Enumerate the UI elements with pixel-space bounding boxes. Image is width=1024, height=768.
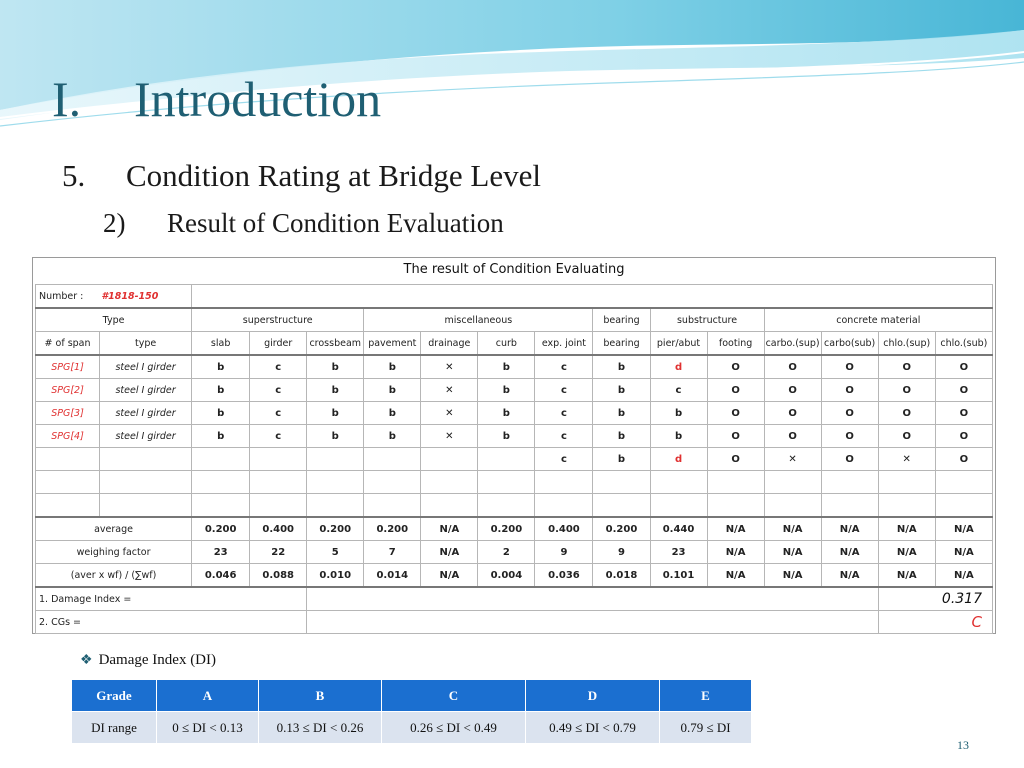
group-concrete-material: concrete material (764, 308, 992, 332)
group-type: Type (36, 308, 192, 332)
column-header: chlo.(sup) (878, 332, 935, 356)
group-bearing: bearing (593, 308, 650, 332)
result-table (35, 284, 993, 634)
cgs-result-row (36, 611, 993, 634)
weighing-label: weighing factor (36, 541, 192, 564)
span-id: SPG[4] (36, 425, 100, 448)
grade-range-row: DI range 0 ≤ DI < 0.13 0.13 ≤ DI < 0.26 0.26 ≤ DI < 0.49 0.49 ≤ DI < 0.79 0.79 ≤ DI (72, 712, 752, 744)
result-title: The result of Condition Evaluating (403, 262, 625, 277)
column-header: pier/abut (650, 332, 707, 356)
page-number: 13 (957, 738, 969, 752)
number-value: #1818-150 (101, 290, 159, 302)
number-label: Number : (39, 290, 84, 302)
title-number: I. (52, 71, 82, 127)
average-label: average (36, 517, 192, 541)
damage-index-result-row (36, 587, 993, 611)
damage-index-heading (80, 652, 216, 669)
slide-title (52, 70, 381, 128)
column-header: crossbeam (307, 332, 364, 356)
damage-index-value: 0.317 (878, 587, 992, 611)
title-text: Introduction (134, 71, 382, 127)
subsection-heading (103, 208, 504, 239)
span-row: SPG[3] steel I girder b c b b ✕ b c b b O O O O O (36, 402, 993, 425)
empty-row (36, 494, 993, 518)
column-header: curb (478, 332, 535, 356)
column-header: chlo.(sub) (935, 332, 992, 356)
average-row: average 0.200 0.400 0.200 0.200 N/A 0.200 0.400 0.200 0.440 N/A N/A N/A N/A N/A (36, 517, 993, 541)
product-row: (aver x wf) / (∑wf) 0.046 0.088 0.010 0.014 N/A 0.004 0.036 0.018 0.101 N/A N/A N/A N/A N/A (36, 564, 993, 588)
column-header: bearing (593, 332, 650, 356)
group-substructure: substructure (650, 308, 764, 332)
subsection-text: Result of Condition Evaluation (167, 208, 504, 238)
column-header: # of span (36, 332, 100, 356)
column-header: pavement (364, 332, 421, 356)
span-type: steel I girder (100, 425, 192, 448)
number-row (36, 285, 993, 309)
column-header: girder (250, 332, 307, 356)
empty-row (36, 471, 993, 494)
grade-header-row: Grade A B C D E (72, 680, 752, 712)
product-label: (aver x wf) / (∑wf) (36, 564, 192, 588)
span-id: SPG[3] (36, 402, 100, 425)
diamond-bullet-icon: ❖ (80, 653, 93, 668)
span-id: SPG[1] (36, 355, 100, 379)
span-row: SPG[1] steel I girder b c b b ✕ b c b d O O O O O (36, 355, 993, 379)
section-number: 5. (62, 158, 86, 193)
column-header-row (36, 332, 993, 356)
group-miscellaneous: miscellaneous (364, 308, 593, 332)
column-header: drainage (421, 332, 478, 356)
column-header: type (100, 332, 192, 356)
span-type: steel I girder (100, 402, 192, 425)
damage-index-label: 1. Damage Index = (36, 587, 307, 611)
column-header: carbo(sub) (821, 332, 878, 356)
column-header: exp. joint (535, 332, 593, 356)
condition-result-sheet (32, 257, 996, 634)
column-header: slab (192, 332, 250, 356)
grade-table (71, 679, 752, 744)
span-row: SPG[4] steel I girder b c b b ✕ b c b b O O O O O (36, 425, 993, 448)
section-heading (62, 158, 541, 194)
cgs-value: C (878, 611, 992, 634)
group-superstructure: superstructure (192, 308, 364, 332)
subsection-number: 2) (103, 208, 126, 238)
number-cell (36, 285, 192, 309)
span-type: steel I girder (100, 355, 192, 379)
cgs-label: 2. CGs = (36, 611, 307, 634)
section-text: Condition Rating at Bridge Level (126, 158, 541, 193)
span-row: SPG[2] steel I girder b c b b ✕ b c b c O O O O O (36, 379, 993, 402)
span-id: SPG[2] (36, 379, 100, 402)
span-type: steel I girder (100, 379, 192, 402)
damage-index-heading-text: Damage Index (DI) (98, 652, 217, 668)
group-header-row (36, 308, 993, 332)
column-header: footing (707, 332, 764, 356)
column-header: carbo.(sup) (764, 332, 821, 356)
weighing-row: weighing factor 23 22 5 7 N/A 2 9 9 23 N/A N/A N/A N/A N/A (36, 541, 993, 564)
extra-row: c b d O ✕ O ✕ O (36, 448, 993, 471)
